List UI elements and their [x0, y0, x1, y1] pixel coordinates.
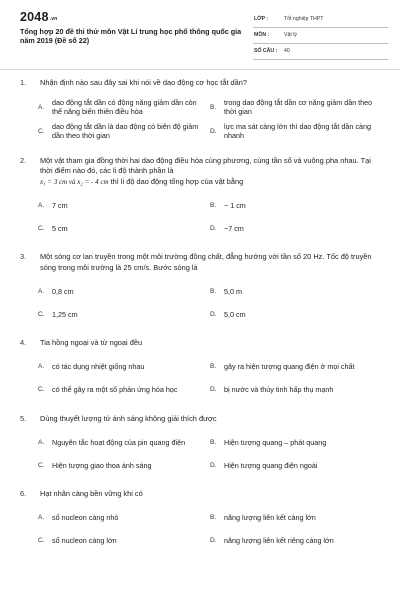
question-text: Một sóng cơ lan truyền trong một môi trường đồng chất, đẳng hướng với tần số 20 Hz. Tốc độ truyền sóng trong môi trường là 25 cm/s. Bước sóng là	[40, 252, 372, 272]
option-text: Hiện tượng giao thoa ánh sáng	[52, 460, 152, 470]
question-text: Dùng thuyết lượng tử ánh sáng không giải thích được	[40, 413, 217, 423]
answer-option-b[interactable]	[210, 433, 382, 451]
document-title: Tổng hợp 20 đề thi thử môn Vật Lí trung học phổ thông quốc gia năm 2019 (Đề số 22)	[20, 27, 242, 45]
option-letter: D.	[210, 224, 217, 232]
answer-option-c[interactable]	[38, 122, 210, 141]
option-text: trong dao động tắt dần cơ năng giảm dần theo thời gian	[224, 97, 373, 117]
option-letter: A.	[38, 438, 45, 446]
question-5	[0, 414, 400, 480]
meta-value: 40	[284, 48, 290, 54]
meta-key: LỚP :	[254, 16, 269, 22]
option-letter: D.	[210, 461, 217, 469]
option-letter: B.	[210, 438, 217, 446]
answer-options	[38, 282, 382, 328]
option-letter: C.	[38, 224, 45, 232]
answer-option-b[interactable]	[210, 509, 382, 527]
question-number: 2.	[20, 155, 27, 165]
option-text: bị nước và thủy tinh hấp thụ mạnh	[224, 385, 334, 395]
answer-option-c[interactable]	[38, 456, 210, 474]
question-text-part: thì li độ dao động tổng hợp của vật bằng	[110, 176, 244, 186]
question-number: 3.	[20, 252, 27, 262]
answer-option-c[interactable]	[38, 219, 210, 237]
option-text: Hiện tượng quang điện ngoài	[224, 460, 318, 470]
option-letter: B.	[210, 287, 217, 295]
answer-option-a[interactable]	[38, 433, 210, 451]
meta-row-subject	[253, 30, 388, 44]
question-number: 6.	[20, 489, 27, 499]
option-text: 5,0 m	[224, 286, 242, 296]
option-letter: B.	[210, 201, 217, 209]
meta-value: Tốt nghiệp THPT	[284, 16, 324, 22]
option-text: năng lượng liên kết càng lớn	[224, 513, 316, 523]
question-4	[0, 338, 400, 404]
option-text: Hiện tượng quang – phát quang	[224, 437, 327, 447]
option-letter: B.	[210, 514, 217, 522]
option-letter: D.	[210, 127, 217, 135]
meta-value: Vật lý	[284, 32, 297, 38]
question-1	[0, 78, 400, 146]
answer-option-d[interactable]	[210, 219, 382, 237]
answer-option-a[interactable]	[38, 282, 210, 300]
option-letter: C.	[38, 386, 45, 394]
option-letter: A.	[38, 103, 45, 111]
answer-option-d[interactable]	[210, 381, 382, 399]
option-letter: D.	[210, 310, 217, 318]
question-text-part: Một vật tham gia đồng thời hai dao động điều hòa cùng phương, cùng tần số và vuông pha nhau. Tại thời điểm nào đó, các li độ thành phần là	[40, 155, 371, 176]
option-text: lực ma sát càng lớn thì dao động tắt dần càng nhanh	[224, 121, 371, 141]
option-letter: B.	[210, 363, 217, 371]
question-3	[0, 252, 400, 328]
answer-options	[38, 98, 382, 146]
option-text: −7 cm	[224, 223, 244, 233]
option-text: số nucleon càng lớn	[52, 536, 117, 546]
answer-option-a[interactable]	[38, 358, 210, 376]
site-logo[interactable]	[20, 10, 57, 24]
question-list	[0, 78, 400, 565]
question-text: Hạt nhân càng bền vững khi có	[40, 489, 143, 499]
answer-option-b[interactable]	[210, 196, 382, 214]
question-text: Nhận định nào sau đây sai khi nói về dao động cơ học tắt dần?	[40, 78, 248, 87]
option-letter: D.	[210, 537, 217, 545]
page-header	[0, 0, 400, 62]
question-number: 5.	[20, 413, 27, 423]
answer-options	[38, 358, 382, 404]
option-letter: A.	[38, 514, 45, 522]
answer-option-b[interactable]	[210, 282, 382, 300]
option-letter: C.	[38, 127, 45, 135]
option-letter: C.	[38, 461, 45, 469]
answer-option-c[interactable]	[38, 381, 210, 399]
question-2	[0, 156, 400, 243]
option-text: có thể gây ra một số phản ứng hóa học	[52, 385, 178, 395]
logo-text: 2048	[20, 10, 49, 24]
option-letter: A.	[38, 287, 45, 295]
option-text: 5 cm	[52, 223, 68, 233]
option-text: năng lượng liên kết riêng càng lớn	[224, 536, 334, 546]
answer-option-d[interactable]	[210, 456, 382, 474]
question-number: 1.	[20, 78, 27, 87]
option-text: − 1 cm	[224, 200, 246, 210]
option-text: dao động tắt dần là dao động có biên độ giảm dần theo thời gian	[52, 121, 199, 141]
question-text: Tia hồng ngoại và tử ngoại đều	[40, 338, 143, 348]
option-letter: C.	[38, 310, 45, 318]
option-text: 7 cm	[52, 200, 68, 210]
answer-option-a[interactable]	[38, 98, 210, 117]
option-text: 5,0 cm	[224, 309, 246, 319]
answer-option-a[interactable]	[38, 196, 210, 214]
question-text	[40, 156, 382, 188]
answer-options	[38, 196, 382, 242]
option-letter: A.	[38, 201, 45, 209]
answer-option-a[interactable]	[38, 509, 210, 527]
logo-suffix: .vn	[49, 16, 58, 22]
option-letter: B.	[210, 103, 217, 111]
answer-option-d[interactable]	[210, 305, 382, 323]
answer-options	[38, 509, 382, 555]
answer-option-d[interactable]	[210, 532, 382, 550]
answer-option-d[interactable]	[210, 122, 382, 141]
option-text: gây ra hiện tượng quang điện ở mọi chất	[224, 362, 355, 372]
exam-meta-table	[253, 14, 388, 62]
option-text: có tác dụng nhiệt giống nhau	[52, 362, 145, 372]
option-text: Nguyên tắc hoạt động của pin quang điện	[52, 437, 186, 447]
meta-row-class	[253, 14, 388, 28]
answer-option-c[interactable]	[38, 532, 210, 550]
option-letter: A.	[38, 363, 45, 371]
meta-key: MÔN :	[254, 32, 270, 38]
answer-option-c[interactable]	[38, 305, 210, 323]
answer-option-b[interactable]	[210, 358, 382, 376]
question-formula: x₁ = 3 cm và x₂ = - 4 cm	[40, 177, 109, 186]
question-6	[0, 489, 400, 555]
answer-option-b[interactable]	[210, 98, 382, 117]
answer-options	[38, 433, 382, 479]
option-letter: C.	[38, 537, 45, 545]
header-divider	[0, 69, 400, 70]
option-text: dao động tắt dần có động năng giảm dần còn thế năng biến thiên điều hòa	[52, 97, 197, 117]
option-text: số nucleon càng nhỏ	[52, 513, 119, 523]
option-letter: D.	[210, 386, 217, 394]
option-text: 0,8 cm	[52, 286, 74, 296]
question-number: 4.	[20, 338, 27, 348]
meta-row-question-count	[253, 46, 388, 60]
meta-key: SỐ CÂU :	[254, 48, 278, 54]
option-text: 1,25 cm	[52, 309, 78, 319]
